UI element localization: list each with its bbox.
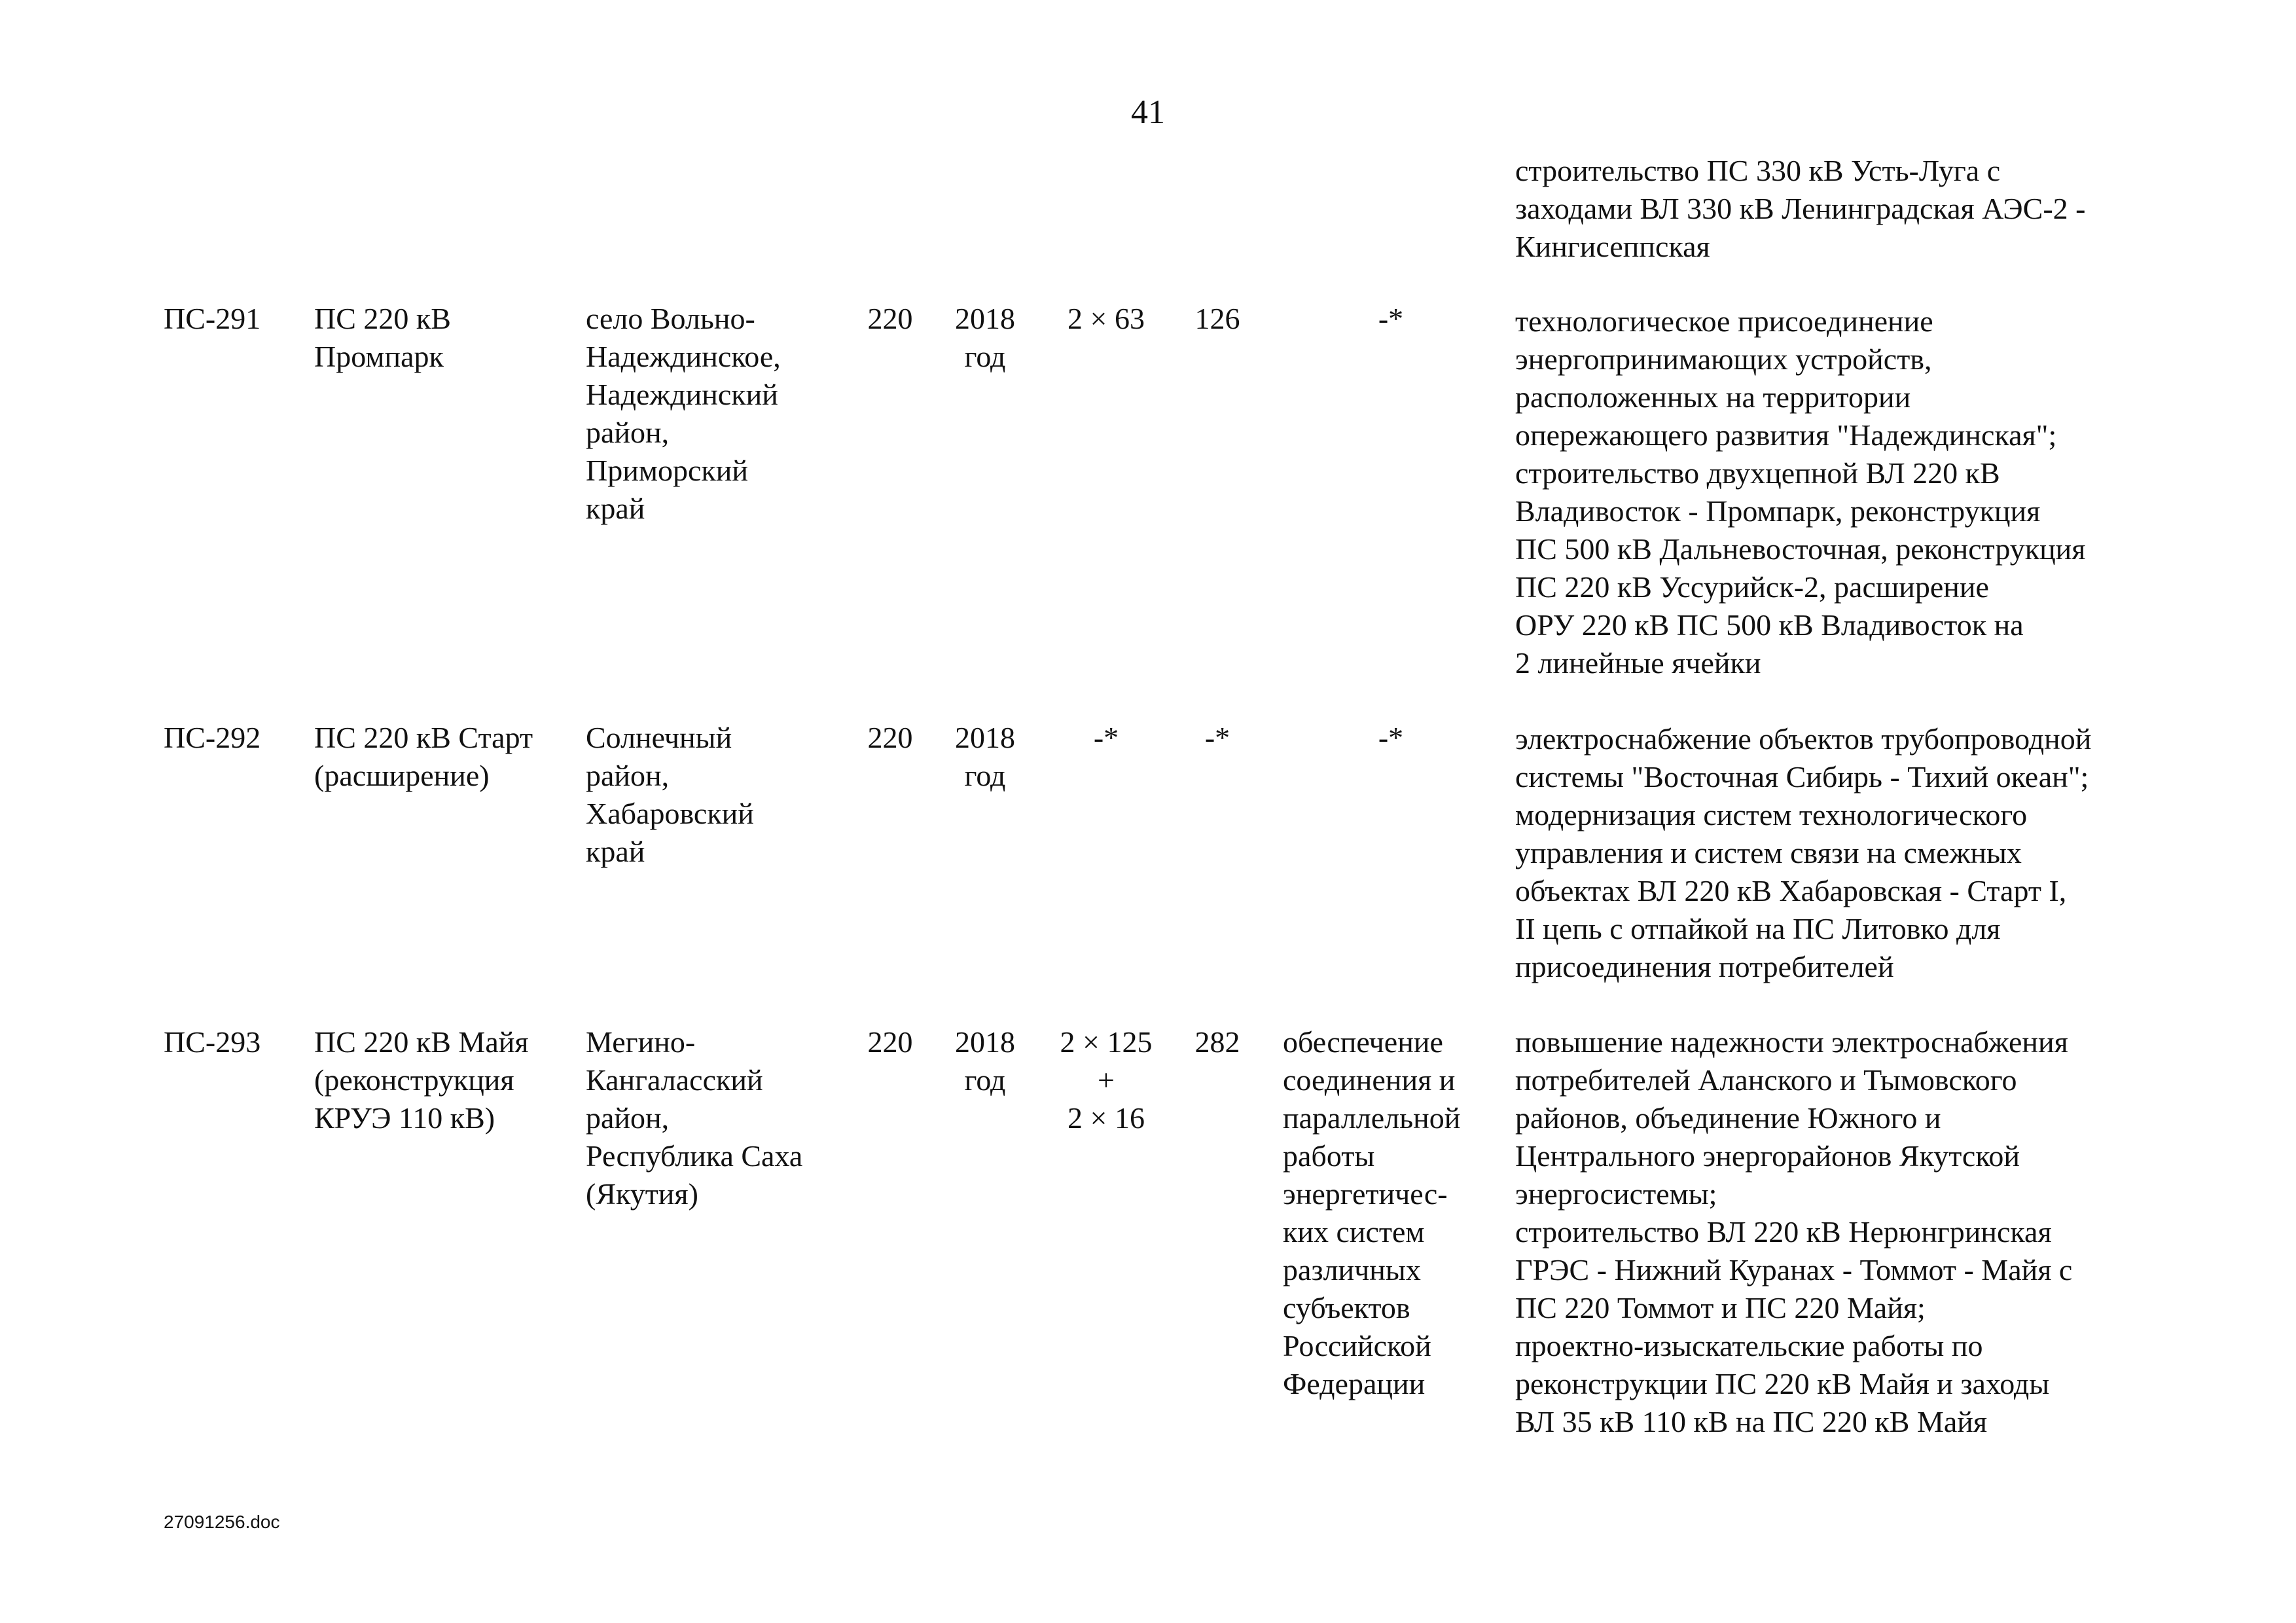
row-total: -*: [1204, 721, 1230, 754]
row-name: ПС 220 кВ Старт (расширение): [314, 721, 533, 792]
row-name: ПС 220 кВ Промпарк: [314, 302, 451, 373]
row-voltage: 220: [867, 1025, 913, 1059]
row-location: село Вольно- Надеждинское, Надеждинский район, Приморский край: [586, 302, 781, 525]
row-total: 282: [1194, 1025, 1240, 1059]
row-power: 2 × 125 + 2 × 16: [1060, 1025, 1153, 1135]
row-goal: электроснабжение объектов трубопроводной системы "Восточная Сибирь - Тихий океан"; модернизация систем технологического управления и систем связи на смежных объектах ВЛ 220 кВ Хабаровская - Старт I, II цепь с отпайкой на ПС Литовко для присоединения потребителей: [1515, 722, 2092, 983]
row-id: ПС-292: [164, 721, 261, 754]
row-power: 2 × 63: [1067, 302, 1145, 335]
row-power: -*: [1093, 721, 1119, 754]
row-name: ПС 220 кВ Майя (реконструкция КРУЭ 110 кВ): [314, 1025, 529, 1135]
row-purpose: -*: [1378, 721, 1404, 754]
page-number: 41: [1131, 94, 1165, 131]
row-year: 2018 год: [955, 721, 1015, 792]
row-location: Солнечный район, Хабаровский край: [586, 721, 754, 868]
document-filename: 27091256.doc: [164, 1512, 280, 1532]
row-goal: технологическое присоединение энергопринимающих устройств, расположенных на территории опережающего развития "Надеждинская"; строительство двухцепной ВЛ 220 кВ Владивосток - Промпарк, реконструкция ПС 500 кВ Дальневосточная, реконструкция ПС 220 кВ Уссурийск-2, расширение ОРУ 220 кВ ПС 500 кВ Владивосток на 2 линейные ячейки: [1515, 304, 2086, 680]
row-year: 2018 год: [955, 302, 1015, 373]
row-purpose: -*: [1378, 302, 1404, 335]
row-voltage: 220: [867, 302, 913, 335]
row-voltage: 220: [867, 721, 913, 754]
row-goal: повышение надежности электроснабжения потребителей Аланского и Тымовского районов, объединение Южного и Центрального энергорайонов Якутской энергосистемы; строительство ВЛ 220 кВ Нерюнгринская ГРЭС - Нижний Куранах - Томмот - Майя с ПС 220 Томмот и ПС 220 Майя; проектно-изыскательские работы по реконструкции ПС 220 кВ Майя и заходы ВЛ 35 кВ 110 кВ на ПС 220 кВ Майя: [1515, 1025, 2073, 1438]
row-total: 126: [1194, 302, 1240, 335]
row-purpose: обеспечение соединения и параллельной работы энергетичес- ких систем различных субъектов Российской Федерации: [1283, 1025, 1461, 1400]
row-location: Мегино- Кангаласский район, Республика Саха (Якутия): [586, 1025, 803, 1211]
row-id: ПС-291: [164, 302, 261, 335]
row-id: ПС-293: [164, 1025, 261, 1059]
row-year: 2018 год: [955, 1025, 1015, 1097]
continuation-text: строительство ПС 330 кВ Усть-Луга с заходами ВЛ 330 кВ Ленинградская АЭС-2 - Кингисеппская: [1515, 154, 2086, 263]
